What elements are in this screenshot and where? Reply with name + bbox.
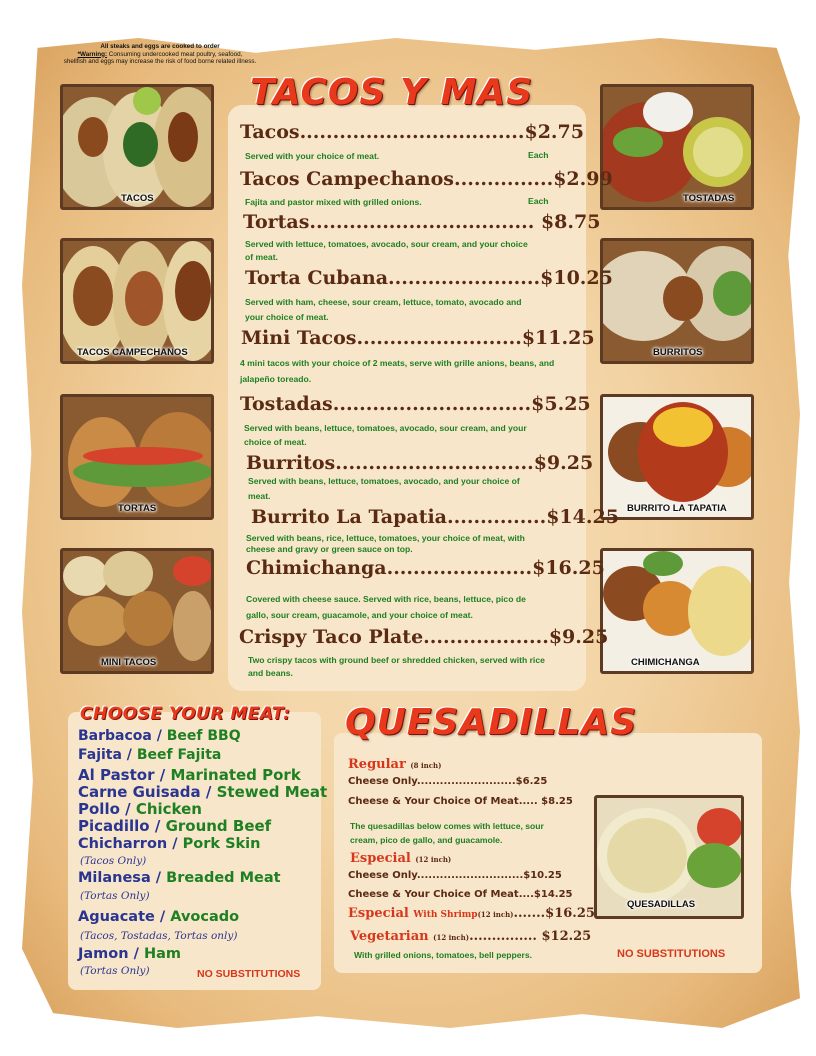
especial-label: Especial — [350, 851, 411, 866]
meat-es: Picadillo — [78, 817, 150, 835]
tacos-campechanos-caption: TACOS CAMPECHANOS — [77, 347, 188, 358]
quesadillas-title: QUESADILLAS — [345, 702, 638, 743]
quesadilla-cheese-only — [348, 776, 547, 787]
meat-note-aguacate: (Tacos, Tostadas, Tortas only) — [80, 930, 238, 942]
meat-carne-guisada: Carne Guisada / Stewed Meat — [78, 783, 328, 801]
meat-milanesa: Milanesa / Breaded Meat — [78, 870, 281, 886]
menu-item-crispy-taco-plate: Crispy Taco Plate...................$9.25 — [239, 626, 609, 648]
shrimp-size: (12 inch) — [477, 910, 514, 919]
burritos-photo — [600, 238, 754, 364]
menu-desc-burritos: Served with beans, lettuce, tomatoes, avocado, and your choice of meat. — [248, 476, 520, 501]
menu-item-torta-cubana: Torta Cubana.......................$10.25 — [245, 267, 613, 289]
quesadilla-especial-cheese-only — [348, 870, 562, 881]
meat-barbacoa: Barbacoa / Beef BBQ — [78, 728, 241, 744]
meat-es: Al Pastor — [78, 766, 155, 784]
quesadillas-caption: QUESADILLAS — [627, 899, 696, 910]
cheese-meat-price: Cheese & Your Choice Of Meat..... $8.25 — [348, 796, 573, 807]
menu-item-mini-tacos: Mini Tacos.........................$11.25 — [241, 327, 595, 349]
quesadilla-especial-cheese-meat — [348, 889, 573, 900]
meat-en: Avocado — [170, 909, 240, 925]
vegetarian-label: Vegetarian — [350, 929, 429, 944]
especial-size: (12 inch) — [415, 855, 452, 864]
burrito-la-tapatia-caption: BURRITO LA TAPATIA — [627, 503, 727, 514]
meat-es: Jamon — [78, 946, 129, 962]
menu-item-tacos-campechanos: Tacos Campechanos...............$2.99 — [240, 168, 613, 190]
quesadilla-vegetarian — [350, 929, 591, 944]
warning-text: Consuming undercooked meat poultry, seafood, — [107, 50, 243, 58]
quesadilla-vegetarian-desc: With grilled onions, tomatoes, bell peppers. — [354, 950, 533, 960]
meat-es: Barbacoa — [78, 728, 152, 744]
especial-cheese-only-price: Cheese Only............................$10.25 — [348, 870, 562, 881]
shrimp-label: Especial — [348, 906, 409, 921]
meat-note-chicharron: (Tacos Only) — [80, 855, 147, 867]
meat-en: Ham — [143, 946, 182, 962]
meat-note-jamon: (Tortas Only) — [80, 965, 150, 977]
meat-picadillo: Picadillo / Ground Beef — [78, 817, 272, 835]
menu-desc-tortas: Served with lettuce, tomatoes, avocado, sour cream, and your choice of meat. — [245, 239, 528, 262]
meat-en: Pork Skin — [182, 836, 261, 852]
meat-en: Ground Beef — [165, 817, 272, 835]
meat-es: Milanesa — [78, 870, 151, 886]
meat-chicharron: Chicharron / Pork Skin — [78, 836, 261, 852]
menu-item-tacos: Tacos..................................$2.75 — [240, 121, 584, 143]
tortas-caption: TORTAS — [118, 503, 157, 514]
menu-item-burrito-la-tapatia: Burrito La Tapatia...............$14.25 — [251, 506, 619, 528]
meat-en: Chicken — [135, 800, 202, 818]
meat-en: Breaded Meat — [166, 870, 281, 886]
quesadilla-cheese-meat — [348, 796, 573, 807]
chimichanga-caption: CHIMICHANGA — [631, 657, 700, 668]
cheese-only-price: Cheese Only..........................$6.25 — [348, 776, 548, 787]
choose-meat-title: CHOOSE YOUR MEAT: — [80, 704, 291, 724]
tacos-campechanos-photo — [60, 238, 214, 364]
no-substitutions-quesadillas: NO SUBSTITUTIONS — [617, 948, 726, 960]
food-safety-disclaimer — [40, 43, 280, 66]
burrito-la-tapatia-photo — [600, 394, 754, 520]
meat-al-pastor: Al Pastor / Marinated Pork — [78, 766, 301, 784]
no-substitutions-meat: NO SUBSTITUTIONS — [197, 968, 301, 980]
meat-aguacate: Aguacate / Avocado — [78, 909, 240, 925]
meat-es: Fajita — [78, 747, 122, 763]
especial-cheese-meat-price: Cheese & Your Choice Of Meat....$14.25 — [348, 889, 573, 900]
meat-es: Chicharron — [78, 836, 168, 852]
chimichanga-photo — [600, 548, 754, 674]
burritos-caption: BURRITOS — [653, 347, 703, 358]
menu-desc-crispy-taco-plate: Two crispy tacos with ground beef or shredded chicken, served with rice and beans. — [248, 655, 545, 678]
meat-pollo: Pollo / Chicken — [78, 800, 202, 818]
quesadilla-regular-heading — [348, 757, 441, 772]
menu-item-burritos: Burritos..............................$9.25 — [246, 452, 594, 474]
quesadilla-especial-heading — [350, 851, 451, 866]
tacos-caption: TACOS — [121, 193, 154, 204]
shrimp-sub: With Shrimp — [413, 910, 478, 920]
quesadilla-especial-shrimp — [348, 906, 595, 921]
meat-fajita: Fajita / Beef Fajita — [78, 747, 222, 763]
menu-desc-burrito-la-tapatia: Served with beans, rice, lettuce, tomatoes, your choice of meat, with cheese and gravy or green sauce on top. — [246, 533, 525, 554]
disclaimer-line-1: All steaks and eggs are cooked to order — [100, 43, 220, 50]
meat-jamon: Jamon / Ham — [78, 946, 182, 962]
tostadas-photo — [600, 84, 754, 210]
mini-tacos-caption: MINI TACOS — [101, 657, 157, 668]
menu-each-tacos-campechanos: Each — [528, 196, 549, 206]
meat-en: Marinated Pork — [170, 766, 301, 784]
menu-each-tacos: Each — [528, 150, 549, 160]
tacos-photo — [60, 84, 214, 210]
warning-label: *Warning: — [77, 50, 108, 58]
meat-en: Beef Fajita — [136, 747, 222, 763]
disclaimer-line-2 — [40, 51, 280, 59]
meat-es: Aguacate — [78, 909, 155, 925]
mini-tacos-photo — [60, 548, 214, 674]
meat-note-milanesa: (Tortas Only) — [80, 890, 150, 902]
menu-desc-tostadas: Served with beans, lettuce, tomatoes, avocado, sour cream, and your choice of meat. — [244, 423, 527, 447]
menu-desc-tacos-campechanos: Fajita and pastor mixed with grilled onions. — [245, 197, 422, 207]
menu-item-tortas: Tortas.................................. $8.75 — [243, 211, 601, 233]
disclaimer-line-3: shellfish and eggs may increase the risk of food borne related illness. — [63, 58, 257, 65]
shrimp-price: .......$16.25 — [513, 906, 595, 921]
meat-en: Beef BBQ — [166, 728, 241, 744]
quesadilla-note: The quesadillas below comes with lettuce, sour cream, pico de gallo, and guacamole. — [350, 821, 544, 845]
meat-en: Stewed Meat — [216, 783, 328, 801]
regular-size: (8 inch) — [410, 761, 442, 770]
meat-es: Pollo — [78, 800, 120, 818]
vegetarian-price: ............... $12.25 — [469, 929, 592, 944]
regular-label: Regular — [348, 757, 406, 772]
tostadas-caption: TOSTADAS — [683, 193, 735, 204]
menu-item-chimichanga: Chimichanga......................$16.25 — [246, 557, 605, 579]
quesadillas-photo — [594, 795, 744, 919]
menu-item-tostadas: Tostadas..............................$5.25 — [240, 393, 591, 415]
menu-desc-mini-tacos: 4 mini tacos with your choice of 2 meats, serve with grille anions, beans, and jalapeño toreado. — [240, 358, 555, 384]
menu-desc-chimichanga: Covered with cheese sauce. Served with rice, beans, lettuce, pico de gallo, sour cream, guacamole, and your choice of meat. — [246, 594, 526, 620]
tacos-y-mas-title: TACOS Y MAS — [250, 72, 534, 113]
menu-desc-torta-cubana: Served with ham, cheese, sour cream, lettuce, tomato, avocado and your choice of meat. — [245, 297, 522, 322]
tortas-photo — [60, 394, 214, 520]
menu-desc-tacos: Served with your choice of meat. — [245, 151, 380, 161]
vegetarian-size: (12 inch) — [433, 933, 470, 942]
meat-es: Carne Guisada — [78, 783, 201, 801]
